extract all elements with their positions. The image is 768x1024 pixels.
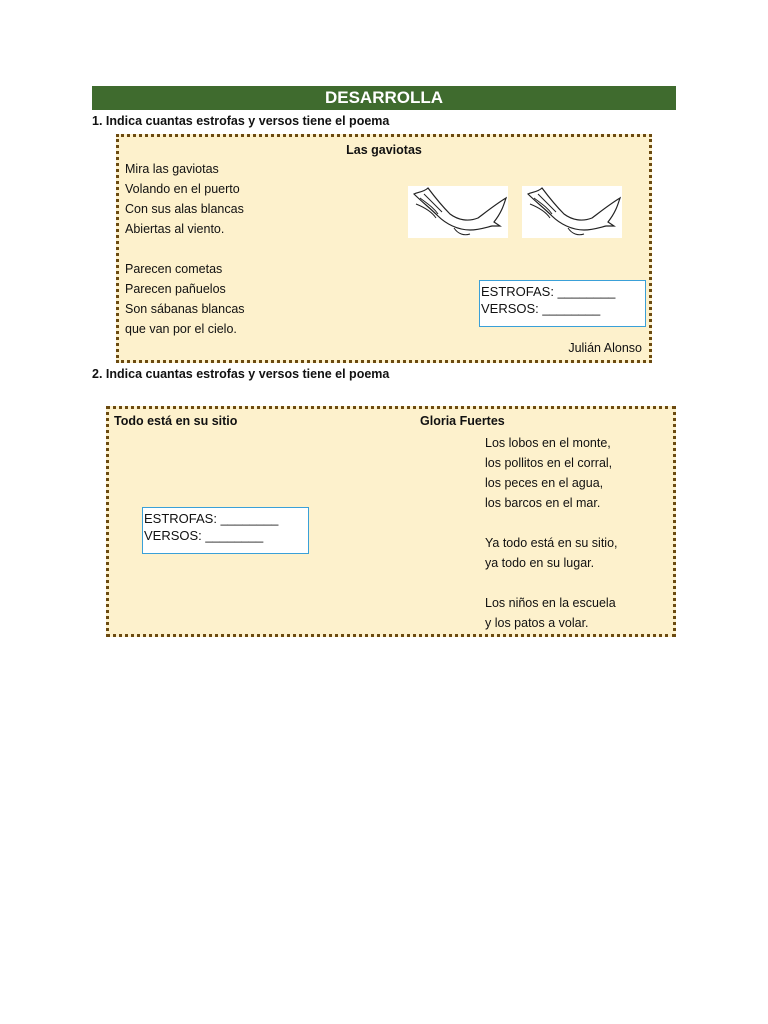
seagull-icon	[522, 186, 622, 238]
poem-line: los peces en el agua,	[485, 476, 604, 490]
poem-title-1: Las gaviotas	[346, 143, 422, 157]
poem-line: ya todo en su lugar.	[485, 556, 595, 570]
poem-line: Volando en el puerto	[125, 182, 240, 196]
poem-line: los barcos en el mar.	[485, 496, 601, 510]
poem-author-1: Julián Alonso	[568, 341, 642, 355]
poem-line: Mira las gaviotas	[125, 162, 219, 176]
poem-box-1	[116, 134, 652, 363]
poem-title-2: Todo está en su sitio	[114, 414, 238, 428]
question-2: 2. Indica cuantas estrofas y versos tiene el poema	[92, 367, 390, 381]
poem-line: Ya todo está en su sitio,	[485, 536, 618, 550]
versos-field: VERSOS: ________	[481, 301, 601, 316]
poem-author-2: Gloria Fuertes	[420, 414, 505, 428]
poem-line: Abiertas al viento.	[125, 222, 225, 236]
seagull-icon	[408, 186, 508, 238]
question-1: 1. Indica cuantas estrofas y versos tiene el poema	[92, 114, 390, 128]
poem-line: Son sábanas blancas	[125, 302, 245, 316]
poem-box-2	[106, 406, 676, 637]
poem-line: Los niños en la escuela	[485, 596, 616, 610]
poem-line: Parecen cometas	[125, 262, 223, 276]
poem-line: Con sus alas blancas	[125, 202, 244, 216]
answer-box-2[interactable]	[142, 507, 309, 554]
estrofas-field: ESTROFAS: ________	[144, 511, 279, 526]
estrofas-field: ESTROFAS: ________	[481, 284, 616, 299]
versos-field: VERSOS: ________	[144, 528, 264, 543]
poem-line: Parecen pañuelos	[125, 282, 226, 296]
poem-line: y los patos a volar.	[485, 616, 589, 630]
answer-box-1[interactable]	[479, 280, 646, 327]
poem-line: Los lobos en el monte,	[485, 436, 611, 450]
poem-line: los pollitos en el corral,	[485, 456, 613, 470]
section-header: DESARROLLA	[92, 86, 676, 110]
poem-line: que van por el cielo.	[125, 322, 237, 336]
